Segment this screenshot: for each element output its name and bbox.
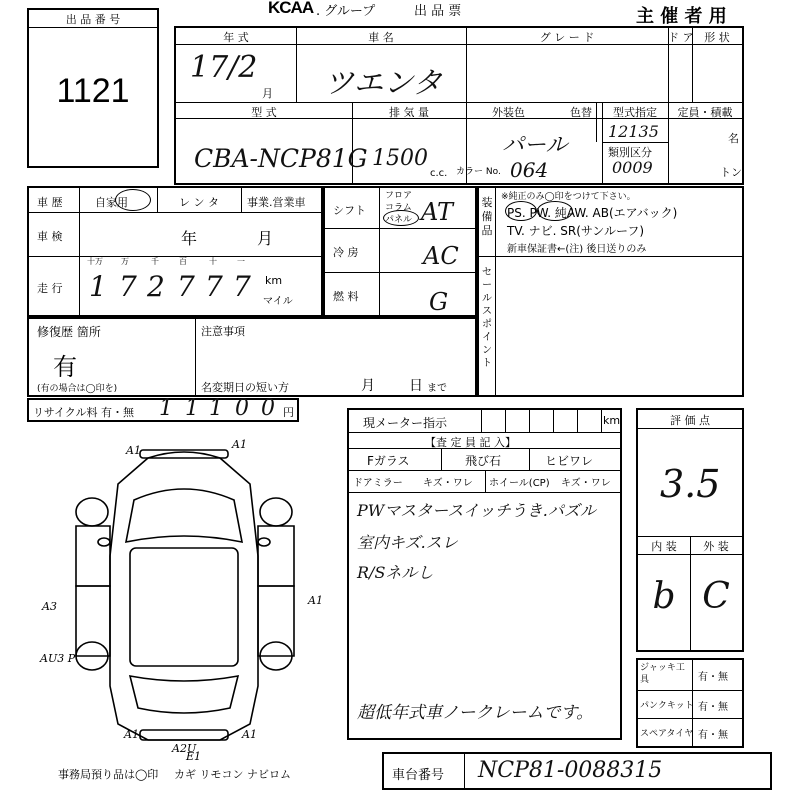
damage-mark: A3 bbox=[42, 600, 57, 613]
damage-mark: E1 bbox=[186, 750, 202, 763]
expiry-day: 日 bbox=[409, 378, 423, 394]
right-rear-door bbox=[258, 586, 294, 656]
lot-number-value: 1121 bbox=[56, 72, 130, 110]
jack-yes-no: 有・無 bbox=[698, 672, 728, 683]
class-label: 類別区分 bbox=[608, 146, 652, 159]
mileage-digit: 7 bbox=[177, 270, 195, 303]
inspection-note: 室内キズ.スレ bbox=[357, 533, 458, 552]
expiry-month: 月 bbox=[361, 378, 375, 394]
color-no-label: カラー No. bbox=[456, 167, 501, 177]
group-label: . グループ bbox=[316, 4, 376, 19]
rear-bumper bbox=[140, 730, 228, 740]
rental-option: レ ン タ bbox=[179, 196, 219, 209]
jack-label: ジャッキ工具 bbox=[640, 663, 685, 685]
equipment-line1: PS. PW. 純AW. AB(エアバック) bbox=[507, 206, 678, 220]
inspector-entry-label: 【査 定 員 記 入】 bbox=[425, 436, 516, 449]
mileage-digits bbox=[79, 268, 259, 308]
ps-circle bbox=[505, 201, 537, 221]
color-change-label: 色替 bbox=[570, 106, 592, 119]
document-title: 出 品 票 bbox=[414, 4, 462, 19]
lot-number-label: 出 品 番 号 bbox=[65, 13, 121, 26]
fly-stone-label: 飛び石 bbox=[465, 454, 502, 468]
caution-label: 注意事項 bbox=[201, 325, 245, 338]
repair-label: 修復歴 箇所 bbox=[37, 325, 101, 339]
color-no-value: 064 bbox=[510, 158, 549, 182]
damage-mark: A1 bbox=[308, 594, 323, 607]
recycle-label: リサイクル料 有・無 bbox=[33, 406, 134, 419]
repair-value: 有 bbox=[53, 353, 77, 381]
commercial-option: 事業.営業車 bbox=[247, 196, 306, 209]
repair-note: (有の場合は◯印を) bbox=[37, 384, 118, 394]
capacity-label: 定員・積載 bbox=[677, 106, 733, 119]
floor-label: フロア bbox=[385, 191, 413, 201]
expiry-until: まで bbox=[427, 383, 447, 394]
type-designation-label: 型式指定 bbox=[613, 106, 657, 119]
year-label: 年 式 bbox=[223, 31, 249, 44]
mileage-digit: 7 bbox=[205, 270, 223, 303]
inspection-month-unit: 月 bbox=[257, 229, 274, 248]
history-box bbox=[27, 186, 323, 317]
mechanical-box bbox=[323, 186, 477, 317]
lot-number-box bbox=[27, 8, 159, 168]
rear-window bbox=[130, 676, 238, 713]
chassis-box bbox=[382, 752, 772, 790]
equipment-line3: 新車保証書←(注) 後日送りのみ bbox=[507, 244, 647, 255]
damage-mark: A1 bbox=[126, 444, 141, 457]
displacement-label: 排 気 量 bbox=[389, 106, 429, 119]
digit-label: 千 bbox=[151, 257, 159, 266]
inspection-year-unit: 年 bbox=[181, 229, 198, 248]
repair-box bbox=[27, 317, 477, 397]
ac-label: 冷 房 bbox=[333, 246, 359, 259]
office-note: 事務局預り品は◯印 bbox=[58, 768, 159, 781]
wheel-label: ホイール(CP) bbox=[489, 478, 550, 489]
crack-label: ヒビワレ bbox=[545, 454, 594, 468]
door-mirror-label: ドアミラー bbox=[353, 478, 403, 489]
year-value: 17/2 bbox=[190, 50, 258, 85]
history-label: 車 歴 bbox=[37, 196, 63, 209]
own-use-circle bbox=[115, 189, 151, 211]
damage-mark: A1 bbox=[124, 728, 139, 741]
grade-label: グ レ ー ド bbox=[539, 31, 595, 44]
type-designation-value: 12135 bbox=[608, 122, 659, 141]
right-mirror bbox=[258, 538, 270, 546]
inspection-note: 超低年式車ノークレームです。 bbox=[357, 703, 594, 723]
capacity-unit-tons: トン bbox=[720, 166, 742, 179]
chassis-label: 車台番号 bbox=[392, 768, 445, 783]
fuel-label: 燃 料 bbox=[333, 290, 359, 303]
vehicle-info-box bbox=[174, 26, 744, 185]
digit-label: 十万 bbox=[87, 257, 103, 266]
windshield bbox=[126, 489, 242, 542]
car-name-label: 車 名 bbox=[368, 31, 394, 44]
equipment-box bbox=[477, 186, 744, 397]
capacity-unit-persons: 名 bbox=[728, 132, 739, 145]
mileage-digit: 1 bbox=[89, 270, 107, 303]
tools-box bbox=[636, 658, 744, 748]
roof bbox=[130, 548, 238, 666]
mileage-digit: 7 bbox=[233, 270, 251, 303]
spare-tire-label: スペアタイヤ bbox=[640, 729, 694, 739]
score-box bbox=[636, 408, 744, 652]
interior-score: b bbox=[652, 576, 676, 617]
left-front-door bbox=[76, 526, 110, 586]
header bbox=[268, 0, 568, 20]
digit-label: 一 bbox=[237, 257, 245, 266]
recycle-digit: 1 bbox=[209, 396, 223, 421]
spare-yes-no: 有・無 bbox=[698, 730, 728, 741]
mileage-digit: 7 bbox=[119, 270, 137, 303]
digit-label: 百 bbox=[179, 257, 187, 266]
meter-label: 現メーター指示 bbox=[363, 416, 448, 430]
cc-unit: c.c. bbox=[430, 168, 448, 179]
right-front-wheel bbox=[260, 498, 292, 526]
wheel-options: キズ・ワレ bbox=[561, 478, 611, 489]
score-label: 評 価 点 bbox=[670, 414, 710, 427]
recycle-digit: 0 bbox=[261, 396, 275, 421]
brand-logo: KCAA bbox=[268, 0, 314, 17]
inspector-box bbox=[347, 408, 622, 740]
mile-unit: マイル bbox=[263, 296, 293, 307]
car-damage-diagram bbox=[36, 436, 336, 763]
year-month-unit: 月 bbox=[262, 87, 273, 100]
shift-value: AT bbox=[421, 198, 454, 226]
inspection-note: R/Sネルし bbox=[357, 563, 434, 582]
expiry-label: 名変期日の短い方 bbox=[201, 381, 289, 394]
left-front-wheel bbox=[76, 498, 108, 526]
own-use-option: 自家用 bbox=[95, 196, 128, 209]
pw-circle bbox=[537, 201, 573, 221]
interior-label: 内 装 bbox=[651, 540, 677, 553]
mirror-options: キズ・ワレ bbox=[423, 478, 473, 489]
model-value: CBA-NCP81G bbox=[194, 144, 368, 173]
puncture-kit-label: パンクキット bbox=[640, 701, 694, 711]
recycle-digit: 1 bbox=[159, 396, 173, 421]
recycle-unit: 円 bbox=[283, 406, 294, 419]
door-label: ド ア bbox=[668, 31, 694, 44]
exterior-label: 外 装 bbox=[703, 540, 729, 553]
fuel-value: G bbox=[429, 288, 449, 316]
digit-label: 万 bbox=[121, 257, 129, 266]
recycle-digit: 1 bbox=[185, 396, 199, 421]
recycle-box bbox=[27, 398, 299, 422]
front-glass-label: Fガラス bbox=[367, 454, 410, 468]
model-label: 型 式 bbox=[251, 106, 277, 119]
panel-label: パネル bbox=[385, 215, 413, 225]
class-value: 0009 bbox=[612, 158, 653, 177]
mileage-digit: 2 bbox=[147, 270, 165, 303]
exterior-color-value: パール bbox=[502, 133, 568, 158]
column-label: コラム bbox=[385, 203, 412, 213]
score-value: 3.5 bbox=[660, 462, 721, 506]
damage-mark: A1 bbox=[242, 728, 257, 741]
digit-label: 十 bbox=[209, 257, 217, 266]
displacement-value: 1500 bbox=[372, 146, 428, 171]
ac-value: AC bbox=[423, 242, 459, 270]
damage-mark: AU3 P bbox=[40, 652, 76, 665]
shape-label: 形 状 bbox=[704, 31, 730, 44]
equipment-note: ※純正のみ◯印をつけて下さい。 bbox=[501, 192, 636, 202]
damage-mark: A1 bbox=[232, 438, 247, 451]
meter-unit: km bbox=[603, 414, 621, 427]
mileage-label: 走 行 bbox=[37, 282, 63, 295]
recycle-digit: 0 bbox=[235, 396, 249, 421]
car-name-value: ツエンタ bbox=[324, 66, 443, 101]
equipment-line2: TV. ナビ. SR(サンルーフ) bbox=[507, 224, 645, 238]
puncture-yes-no: 有・無 bbox=[698, 702, 728, 713]
right-front-door bbox=[258, 526, 294, 586]
panel-circle bbox=[383, 210, 419, 226]
exterior-score: C bbox=[702, 576, 730, 617]
office-items: カギ リモコン ナビロム bbox=[174, 768, 291, 781]
exterior-color-label: 外装色 bbox=[492, 106, 525, 119]
shift-label: シフト bbox=[333, 204, 366, 217]
inspection-note: PWマスタースイッチうき.パズル bbox=[357, 501, 596, 520]
damage-mark: A2U bbox=[172, 742, 197, 755]
km-unit: km bbox=[265, 274, 283, 287]
sales-point-label: セールスポイント bbox=[482, 267, 492, 369]
inspection-label: 車 検 bbox=[37, 230, 63, 243]
left-mirror bbox=[98, 538, 110, 546]
equipment-label: 装備品 bbox=[481, 196, 493, 237]
organizer-label: 主 催 者 用 bbox=[636, 6, 727, 27]
car-body-outline bbox=[110, 452, 258, 740]
chassis-value: NCP81-0088315 bbox=[478, 758, 663, 783]
